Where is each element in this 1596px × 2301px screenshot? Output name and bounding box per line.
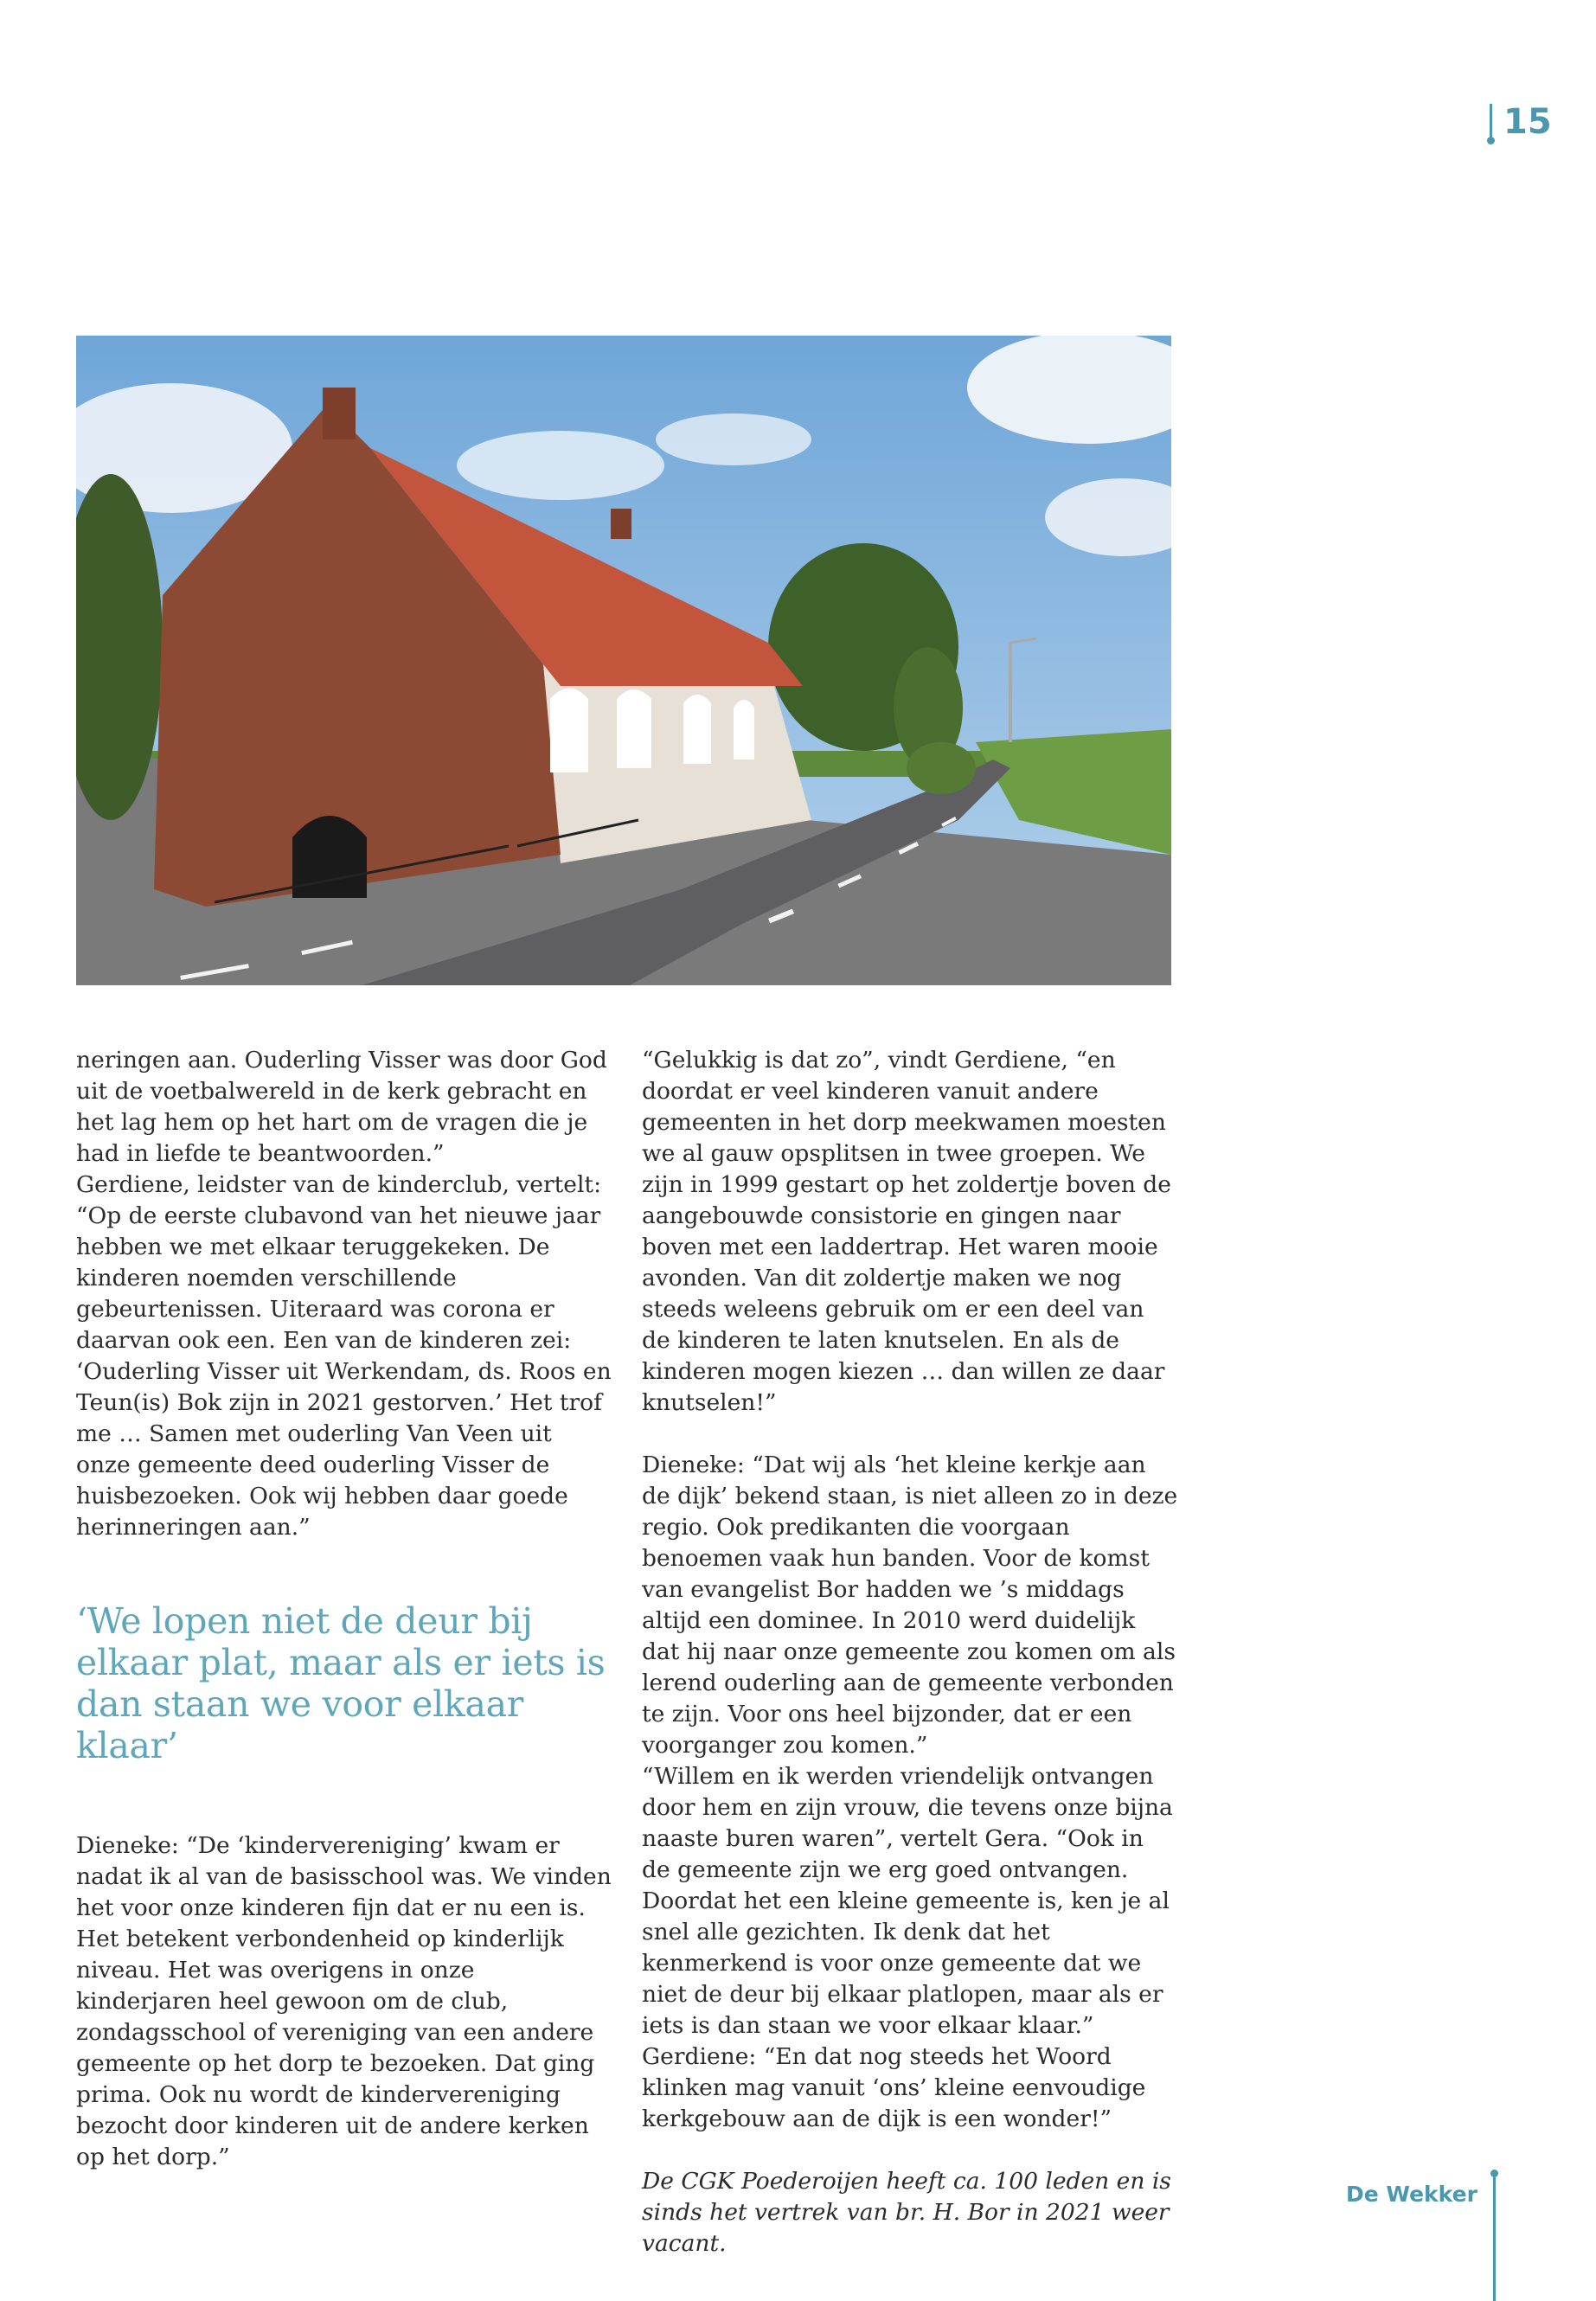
article-paragraph: Dieneke: “Dat wij als ‘het kleine kerkje aan de dijk’ bekend staan, is niet alleen zo in deze regio. Ook predikanten die voorgaan benoemen vaak hun banden. Voor de komst van evangelist Bor hadden we ’s middags altijd een dominee. In 2010 werd duidelijk dat hij naar onze gemeente zou komen om als lerend ouderling aan de gemeente verbonden te zijn. Voor ons heel bijzonder, dat er een voorganger zou komen.” — [642, 1452, 1178, 1759]
article-paragraph: Dieneke: “De ‘kindervereniging’ kwam er nadat ik al van de basisschool was. We vinden het voor onze kinderen fijn dat er nu een is. Het betekent verbondenheid op kinderlijk niveau. Het was overigens in onze kinderjaren heel gewoon om de club, zondagsschool of vereniging van een andere gemeente op het dorp te bezoeken. Dat ging prima. Ook nu wordt de kindervereniging bezocht door kinderen uit de andere kerken op het dorp.” — [76, 1832, 612, 2170]
paragraph-spacer — [642, 1419, 1178, 1450]
article-paragraph: Gerdiene: “En dat nog steeds het Woord klinken mag vanuit ‘ons’ kleine eenvoudige kerkgebouw aan de dijk is een wonder!” — [642, 2043, 1146, 2132]
pull-quote: ‘We lopen niet de deur bij elkaar plat, maar als er iets is dan staan we voor elkaar klaar’ — [76, 1600, 606, 1766]
right-column — [642, 1045, 1178, 2259]
page-number: 15 — [1503, 102, 1552, 142]
magazine-name: De Wekker — [1346, 2182, 1477, 2207]
paragraph-spacer — [642, 2135, 1178, 2166]
article-paragraph: Gerdiene, leidster van de kinderclub, vertelt: “Op de eerste clubavond van het nieuwe jaar hebben we met elkaar teruggekeken. De kinderen noemden verschillende gebeurtenissen. Uiteraard was corona er daarvan ook een. Een van de kinderen zei: ‘Ouderling Visser uit Werkendam, ds. Roos en Teun(is) Bok zijn in 2021 gestorven.’ Het trof me … Samen met ouderling Van Veen uit onze gemeente deed ouderling Visser de huisbezoeken. Ook wij hebben daar goede herinneringen aan.” — [76, 1171, 612, 1541]
article-footnote: De CGK Poederoijen heeft ca. 100 leden en is sinds het vertrek van br. H. Bor in 2021 weer vacant. — [642, 2168, 1171, 2257]
page-number-rule — [1490, 104, 1492, 140]
article-paragraph: neringen aan. Ouderling Visser was door God uit de voetbalwereld in de kerk gebracht en het lag hem op het hart om de vragen die je had in liefde te beantwoorden.” — [76, 1047, 607, 1167]
church-photo — [76, 336, 1171, 985]
left-column — [76, 1045, 612, 2173]
footer-rule — [1493, 2175, 1496, 2301]
article-paragraph: “Gelukkig is dat zo”, vindt Gerdiene, “en doordat er veel kinderen vanuit andere gemeenten in het dorp meekwamen moesten we al gauw opsplitsen in twee groepen. We zijn in 1999 gestart op het zoldertje boven de aangebouwde consistorie en gingen naar boven met een laddertrap. Het waren mooie avonden. Van dit zoldertje maken we nog steeds weleens gebruik om er een deel van de kinderen te laten knutselen. En als de kinderen mogen kiezen … dan willen ze daar knutselen!” — [642, 1047, 1171, 1416]
article-paragraph: “Willem en ik werden vriendelijk ontvangen door hem en zijn vrouw, die tevens onze bijna naaste buren waren”, vertelt Gera. “Ook in de gemeente zijn we erg goed ontvangen. Doordat het een kleine gemeente is, ken je al snel alle gezichten. Ik denk dat het kenmerkend is voor onze gemeente dat we niet de deur bij elkaar platlopen, maar als er iets is dan staan we voor elkaar klaar.” — [642, 1763, 1173, 2039]
page-number-dot — [1487, 137, 1495, 144]
